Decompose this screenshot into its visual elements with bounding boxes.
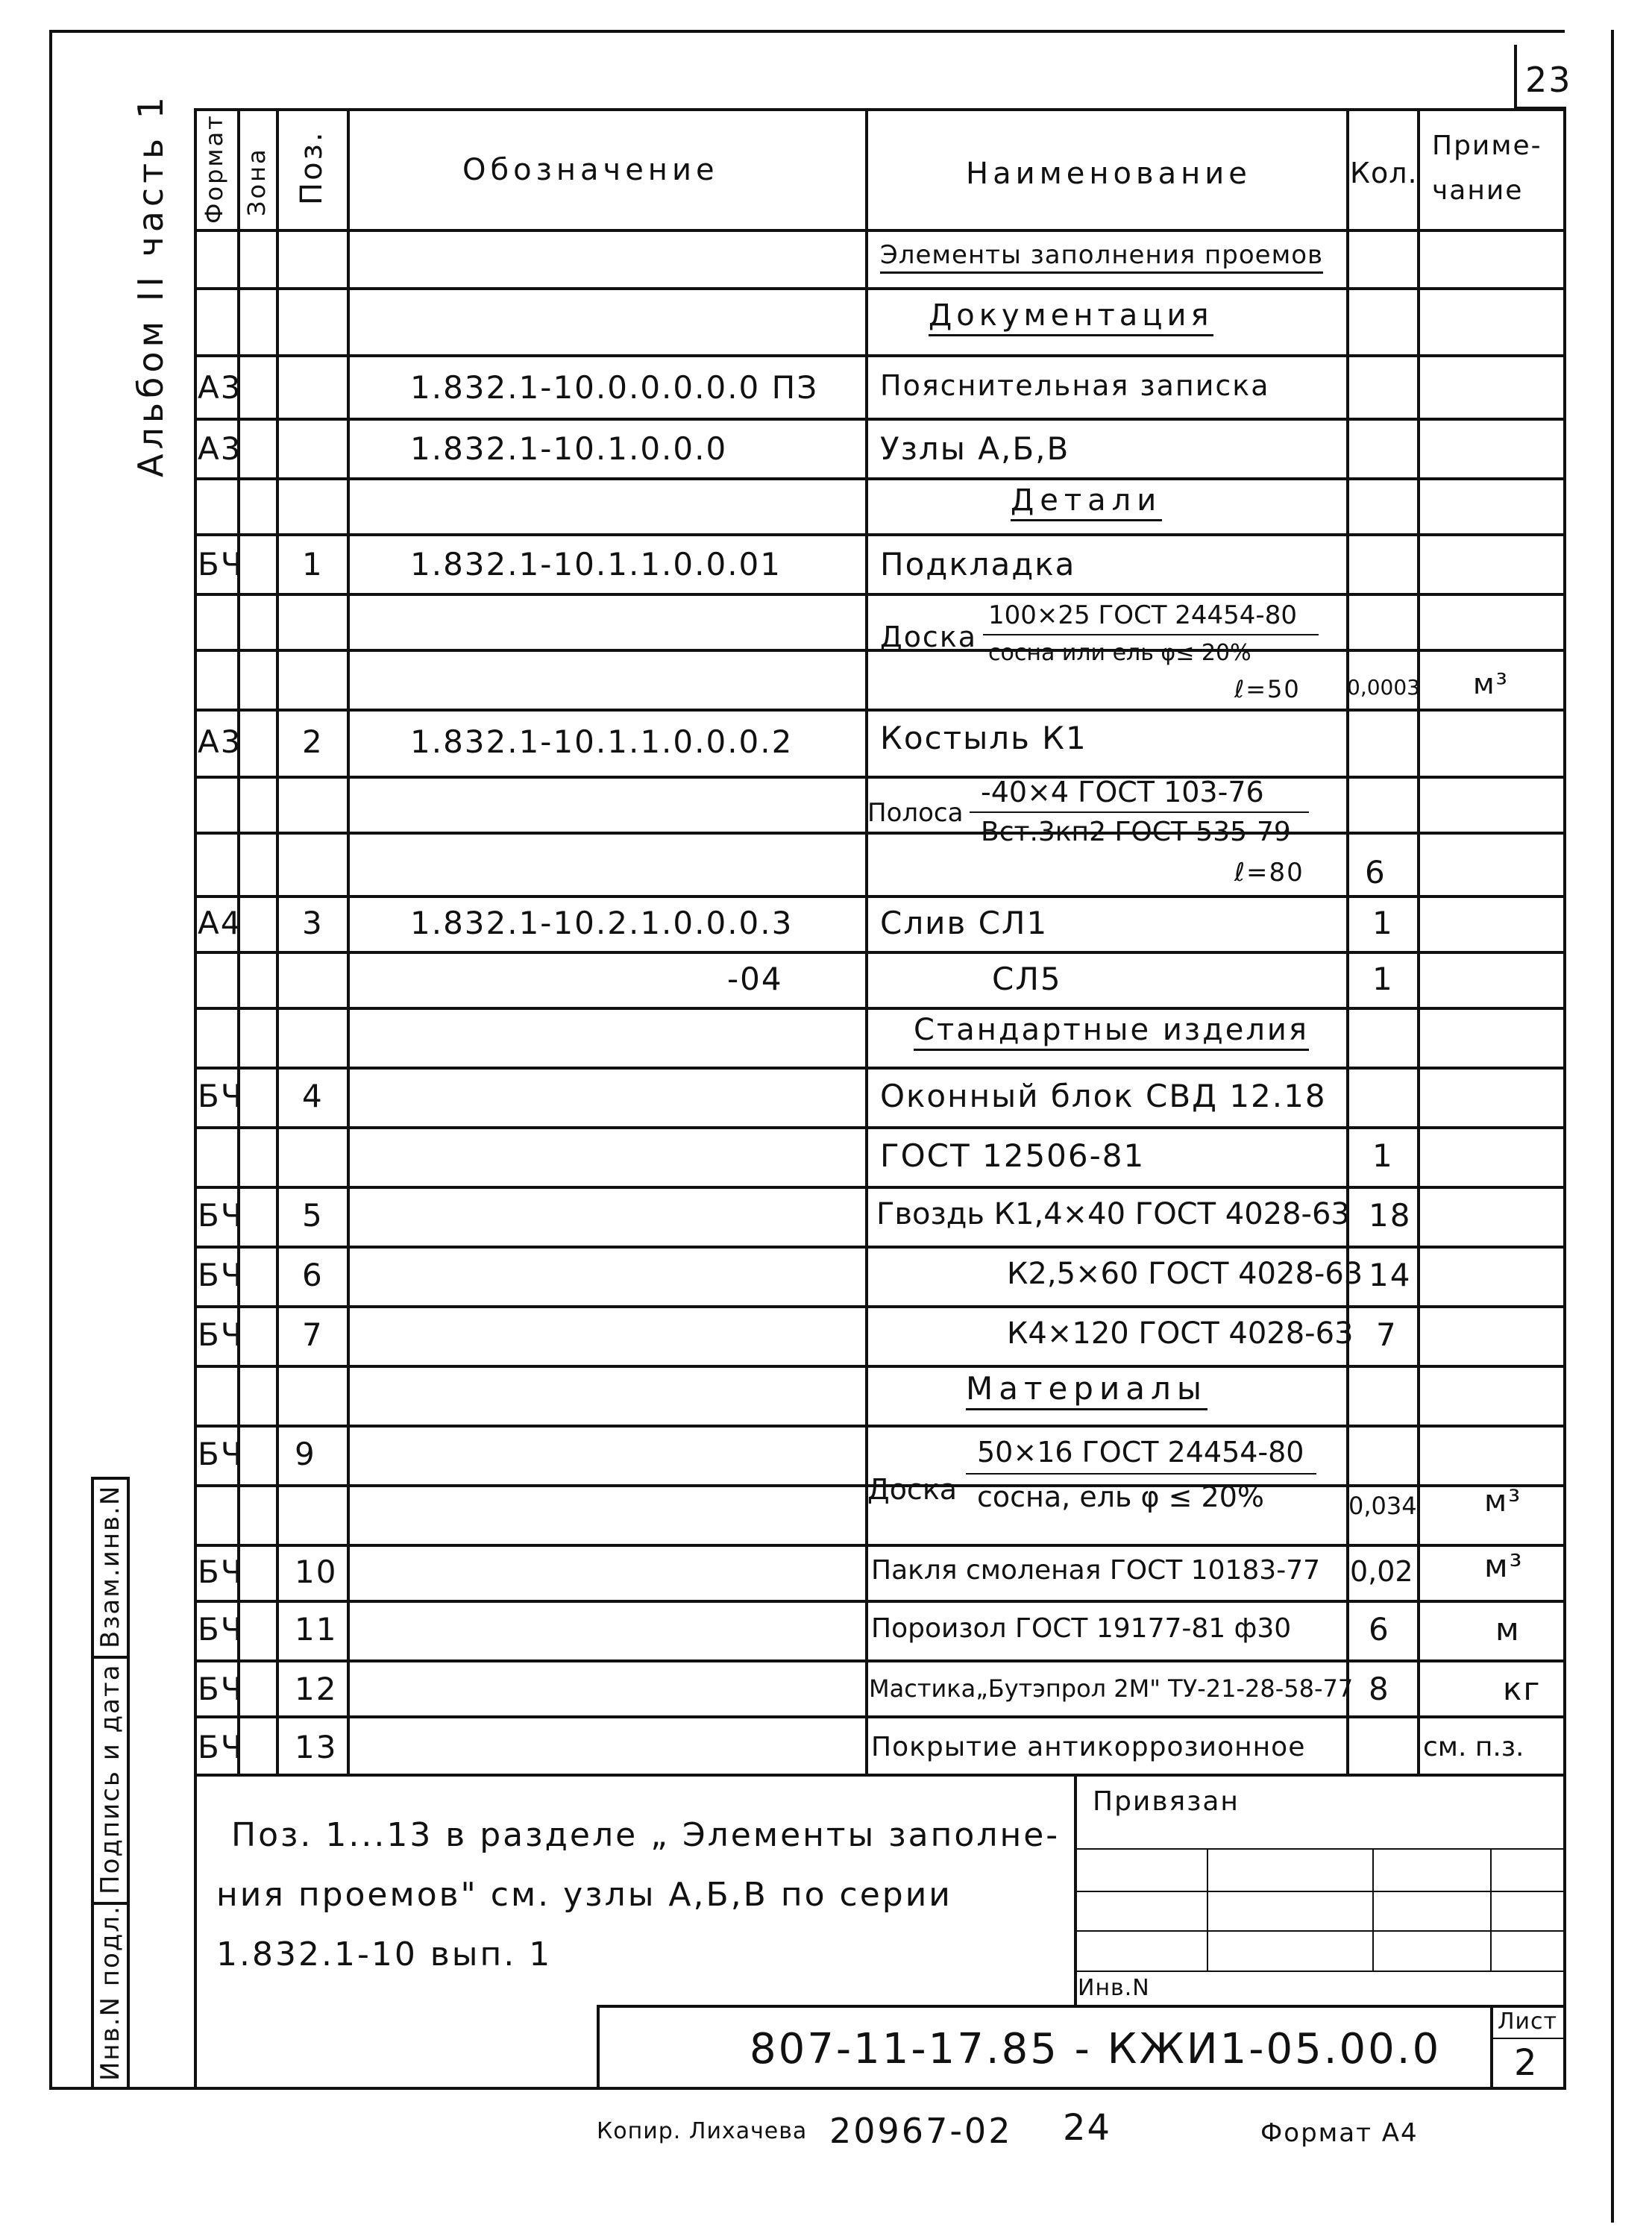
cell-oboz: 1.832.1-10.1.0.0.0 [410, 430, 728, 467]
cell-name: Пороизол ГОСТ 19177-81 ф30 [871, 1613, 1292, 1644]
privyazan-col [1490, 1848, 1492, 1970]
row-line [194, 1067, 1566, 1070]
cell-poz: 6 [302, 1257, 324, 1293]
outer-frame-left [49, 30, 52, 2088]
doska2-unit: м³ [1484, 1484, 1522, 1519]
row-line [194, 951, 1566, 954]
polosa-label: Полоса [867, 798, 964, 828]
doska2-fraction-bar [966, 1473, 1316, 1475]
cell-kol: 18 [1369, 1197, 1412, 1234]
sidebar-top [91, 1477, 127, 1480]
row-line [194, 418, 1566, 421]
outer-frame-right-edge [1611, 30, 1614, 2223]
row-line [194, 1186, 1566, 1189]
list-label: Лист [1498, 2009, 1558, 2035]
doska2-label: Доска [867, 1473, 958, 1506]
doska1-unit: м³ [1473, 668, 1509, 700]
footer-order: 20967-02 [829, 2111, 1013, 2151]
cell-name: Мастика„Бутэпрол 2М" ТУ-21-28-58-77 [869, 1674, 1354, 1703]
list-box-divider [1490, 2038, 1563, 2039]
cell-poz: 9 [295, 1436, 316, 1472]
cell-name: ГОСТ 12506-81 [880, 1137, 1146, 1174]
cell-name: Пояснительная записка [880, 369, 1270, 402]
cell-poz: 7 [302, 1316, 324, 1353]
col-line-poz [347, 108, 350, 1775]
header-primechanie-1: Приме- [1432, 131, 1542, 161]
cell-prim: кг [1503, 1671, 1542, 1707]
cell-kol: 1 [1372, 905, 1394, 941]
cell-name: Костыль К1 [880, 720, 1087, 756]
cell-name: Пакля смоленая ГОСТ 10183-77 [871, 1555, 1320, 1586]
title-block-left [597, 2005, 600, 2088]
polosa-denominator: Вст.3кп2 ГОСТ 535-79 [981, 817, 1291, 847]
cell-poz: 12 [295, 1671, 338, 1707]
row-line [194, 1544, 1566, 1547]
row-line [194, 776, 1566, 779]
cell-name: К2,5×60 ГОСТ 4028-63 [1007, 1257, 1363, 1291]
row-line [194, 533, 1566, 536]
cell-format: А3 [198, 369, 242, 406]
album-label: Альбом II часть 1 [131, 92, 171, 477]
privyazan-col [1372, 1848, 1374, 1970]
cell-format: БЧ [198, 1554, 244, 1590]
doska1-kol: 0,0003 [1347, 675, 1420, 700]
cell-format: БЧ [198, 1611, 244, 1648]
cell-poz: 4 [302, 1078, 324, 1114]
note-line-1: Поз. 1...13 в разделе „ Элементы заполне- [231, 1816, 1061, 1854]
document-code: 807-11-17.85 - КЖИ1-05.00.0 [750, 2025, 1442, 2073]
header-zona: Зона [242, 147, 271, 216]
cell-format: А3 [198, 723, 242, 760]
cell-name: СЛ5 [992, 961, 1062, 997]
row-line [194, 895, 1566, 898]
cell-oboz: 1.832.1-10.2.1.0.0.0.3 [410, 905, 794, 941]
section-details: Детали [1011, 483, 1162, 521]
header-oboznachenie: Обозначение [462, 153, 719, 187]
cell-format: БЧ [198, 1078, 244, 1114]
cell-kol: 0,02 [1350, 1555, 1413, 1588]
cell-poz: 3 [302, 905, 324, 941]
cell-oboz: 1.832.1-10.1.1.0.0.01 [410, 546, 782, 582]
cell-poz: 13 [295, 1729, 338, 1765]
col-line-name [1346, 108, 1349, 1775]
list-number: 2 [1514, 2042, 1539, 2084]
row-line [194, 1715, 1566, 1718]
doska2-denominator: сосна, ель φ ≤ 20% [977, 1480, 1264, 1513]
cell-format: БЧ [198, 1671, 244, 1707]
header-primechanie-2: чание [1432, 175, 1524, 206]
row-line [194, 1600, 1566, 1603]
doska1-denominator: сосна или ель φ≤ 20% [988, 640, 1251, 666]
cell-name: К4×120 ГОСТ 4028-63 [1007, 1316, 1354, 1351]
section-materials: Материалы [966, 1370, 1207, 1410]
cell-name: Узлы А,Б,В [880, 430, 1070, 467]
cell-prim: см. п.з. [1423, 1732, 1524, 1762]
table-right-border [1563, 108, 1566, 2088]
cell-name: Слив СЛ1 [880, 905, 1049, 941]
sidebar-zam-inv: Взам.инв.N [95, 1484, 125, 1648]
cell-format: А4 [198, 905, 242, 941]
sidebar-podpis: Подпись и дата [95, 1663, 125, 1894]
sidebar-div-1 [91, 1656, 127, 1659]
note-line-2: ния проемов" см. узлы А,Б,В по серии [216, 1876, 952, 1914]
cell-kol: 1 [1372, 1137, 1394, 1174]
cell-name: Подкладка [880, 546, 1076, 582]
outer-frame-top [51, 30, 1565, 33]
cell-format: БЧ [198, 1257, 244, 1293]
col-line-zona [276, 108, 279, 1775]
cell-kol: 1 [1372, 961, 1394, 997]
header-naimenovanie: Наименование [966, 157, 1251, 191]
sidebar-right-line [127, 1477, 130, 2088]
cell-poz: 5 [302, 1197, 324, 1234]
cell-poz: 2 [302, 723, 324, 760]
list-box-left [1490, 2005, 1493, 2088]
row-line [194, 1365, 1566, 1368]
doska1-label: Доска [880, 621, 978, 653]
cell-oboz: 1.832.1-10.0.0.0.0.0 ПЗ [410, 369, 819, 406]
frame-bottom [49, 2087, 1566, 2090]
page-number: 23 [1525, 60, 1572, 100]
table-top-line [194, 108, 1566, 111]
doska2-kol: 0,034 [1348, 1492, 1417, 1520]
sidebar-left-line [91, 1477, 94, 2088]
cell-name: Покрытие антикоррозионное [871, 1732, 1306, 1762]
table-left-border [194, 108, 197, 2088]
polosa-numerator: -40×4 ГОСТ 103-76 [981, 776, 1264, 808]
polosa-length: ℓ=80 [1234, 858, 1304, 888]
header-kol: Кол. [1350, 157, 1418, 189]
doska1-fraction-bar [983, 634, 1319, 635]
cell-prim: м [1495, 1611, 1521, 1648]
cell-poz: 1 [302, 546, 324, 582]
row-line [194, 1126, 1566, 1129]
page-number-box-left [1514, 45, 1517, 108]
section-documentation: Документация [929, 298, 1213, 336]
cell-prim: м³ [1484, 1548, 1524, 1584]
cell-format: А3 [198, 430, 242, 467]
col-line-oboz [865, 108, 868, 1775]
row-line [194, 1305, 1566, 1308]
privyazan-label: Привязан [1093, 1786, 1240, 1817]
cell-poz: 10 [295, 1554, 338, 1590]
cell-format: БЧ [198, 1197, 244, 1234]
footer-num: 24 [1063, 2107, 1112, 2149]
row-line [194, 1246, 1566, 1249]
polosa-kol: 6 [1365, 854, 1386, 891]
section-standard: Стандартные изделия [914, 1013, 1309, 1051]
footer-kopir: Копир. Лихачева [597, 2118, 808, 2144]
doska1-length: ℓ=50 [1234, 675, 1301, 703]
cell-kol: 6 [1369, 1611, 1390, 1648]
privyazan-row [1074, 1970, 1563, 1972]
cell-kol: 8 [1369, 1671, 1390, 1707]
sidebar-inv-podl: Инв.N подл. [95, 1905, 125, 2081]
row-line [194, 593, 1566, 596]
title-block-top [597, 2005, 1563, 2008]
col-line-format [237, 108, 240, 1775]
row-line [194, 354, 1566, 357]
row-line [194, 709, 1566, 712]
privyazan-col [1207, 1848, 1208, 1970]
cell-format: БЧ [198, 1436, 244, 1472]
cell-format: БЧ [198, 546, 244, 582]
cell-format: БЧ [198, 1316, 244, 1353]
doska2-numerator: 50×16 ГОСТ 24454-80 [977, 1436, 1304, 1469]
footer-format: Формат А4 [1260, 2118, 1419, 2148]
row-line [194, 1659, 1566, 1662]
row-line [194, 1007, 1566, 1010]
section-elements: Элементы заполнения проемов [880, 240, 1323, 274]
cell-oboz: -04 [727, 961, 783, 997]
row-line [194, 287, 1566, 290]
note-line-3: 1.832.1-10 вып. 1 [216, 1935, 553, 1973]
col-line-kol [1417, 108, 1420, 1775]
cell-kol: 7 [1376, 1316, 1398, 1353]
cell-name: Оконный блок СВД 12.18 [880, 1078, 1327, 1114]
table-bottom-line [194, 1774, 1566, 1777]
inv-n-label: Инв.N [1078, 1975, 1150, 2001]
polosa-fraction-bar [970, 811, 1309, 813]
doska1-numerator: 100×25 ГОСТ 24454-80 [988, 600, 1297, 630]
cell-kol: 14 [1369, 1257, 1412, 1293]
row-line [194, 1425, 1566, 1428]
header-bottom-line [194, 229, 1566, 232]
cell-poz: 11 [295, 1611, 338, 1648]
row-line [194, 477, 1566, 480]
cell-format: БЧ [198, 1729, 244, 1765]
header-format: Формат [200, 113, 228, 224]
cell-name: Гвоздь К1,4×40 ГОСТ 4028-63 [876, 1197, 1350, 1231]
row-line [194, 832, 1566, 835]
cell-oboz: 1.832.1-10.1.1.0.0.0.2 [410, 723, 794, 760]
header-poz: Поз. [295, 130, 329, 205]
